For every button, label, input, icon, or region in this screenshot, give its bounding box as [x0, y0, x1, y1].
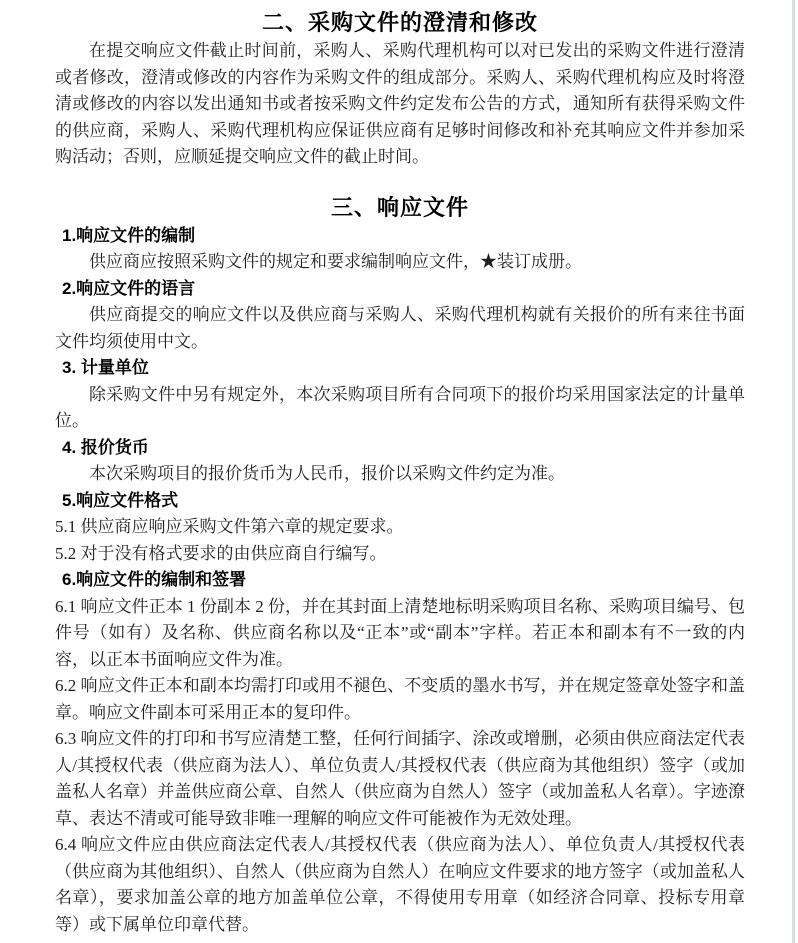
- item-paragraph: 供应商提交的响应文件以及供应商与采购人、采购代理机构就有关报价的所有来往书面文件均须使用中文。: [55, 305, 745, 351]
- item-format: [55, 488, 745, 568]
- section-title-response-documents: 三、响应文件: [330, 194, 469, 220]
- item-heading-preparation: 1.响应文件的编制: [62, 225, 196, 245]
- item-heading-measurement-unit: 3. 计量单位: [62, 358, 149, 377]
- page-right-edge-divider: [792, 0, 795, 943]
- item-heading-preparation-and-signing: 6.响应文件的编制和签署: [62, 570, 247, 589]
- item-paragraph: 除采购文件中另有规定外，本次采购项目所有合同项下的报价均采用国家法定的计量单位。: [55, 384, 745, 430]
- clause-5-1: 5.1 供应商应响应采购文件第六章的规定要求。: [55, 517, 404, 536]
- clause-6-3: 6.3 响应文件的打印和书写应清楚工整，任何行间插字、涂改或增删，必须由供应商法定代表人/其授权代表（供应商为法人）、单位负责人/其授权代表（供应商为其他组织）签字（或加盖私人名章）并盖供应商公章、自然人（供应商为自然人）签字（或加盖私人名章）。字迹潦草、表达不清或可能导致非唯一理解的响应文件可能被作为无效处理。: [55, 729, 745, 828]
- item-heading-language: 2.响应文件的语言: [62, 278, 196, 298]
- item-paragraph: 本次采购项目的报价货币为人民币，报价以采购文件约定为准。: [89, 464, 565, 483]
- item-quotation-currency: [55, 435, 745, 488]
- item-heading-format: 5.响应文件格式: [62, 490, 179, 510]
- item-heading-quotation-currency: 4. 报价货币: [62, 437, 149, 457]
- item-measurement-unit: [55, 355, 745, 435]
- item-preparation: [55, 223, 745, 276]
- item-paragraph: 供应商应按照采购文件的规定和要求编制响应文件，★装订成册。: [89, 252, 582, 271]
- clause-6-1: 6.1 响应文件正本 1 份副本 2 份，并在其封面上清楚地标明采购项目名称、采购项目编号、包件号（如有）及名称、供应商名称以及“正本”或“副本”字样。若正本和副本有不一致的内容，以正本书面响应文件为准。: [55, 596, 745, 669]
- section-title-clarification: 二、采购文件的澄清和修改: [261, 10, 538, 35]
- item-language: [55, 276, 745, 356]
- clause-6-4: 6.4 响应文件应由供应商法定代表人/其授权代表（供应商为法人）、单位负责人/其授权代表（供应商为其他组织）、自然人（供应商为自然人）在响应文件要求的地方签字（或加盖私人名章），要求加盖公章的地方加盖单位公章，不得使用专用章（如经济合同章、投标专用章等）或下属单位印章代替。: [55, 835, 745, 934]
- item-preparation-and-signing: [55, 567, 745, 938]
- clause-6-2: 6.2 响应文件正本和副本均需打印或用不褪色、不变质的墨水书写，并在规定签章处签字和盖章。响应文件副本可采用正本的复印件。: [55, 676, 745, 722]
- clarification-paragraph: 在提交响应文件截止时间前，采购人、采购代理机构可以对已发出的采购文件进行澄清或者修改，澄清或修改的内容作为采购文件的组成部分。采购人、采购代理机构应及时将澄清或修改的内容以发出通知书或者按采购文件约定发布公告的方式，通知所有获得采购文件的供应商，采购人、采购代理机构应保证供应商有足够时间修改和补充其响应文件并参加采购活动；否则，应顺延提交响应文件的截止时间。: [55, 41, 745, 166]
- clause-5-2: 5.2 对于没有格式要求的由供应商自行编写。: [55, 543, 387, 563]
